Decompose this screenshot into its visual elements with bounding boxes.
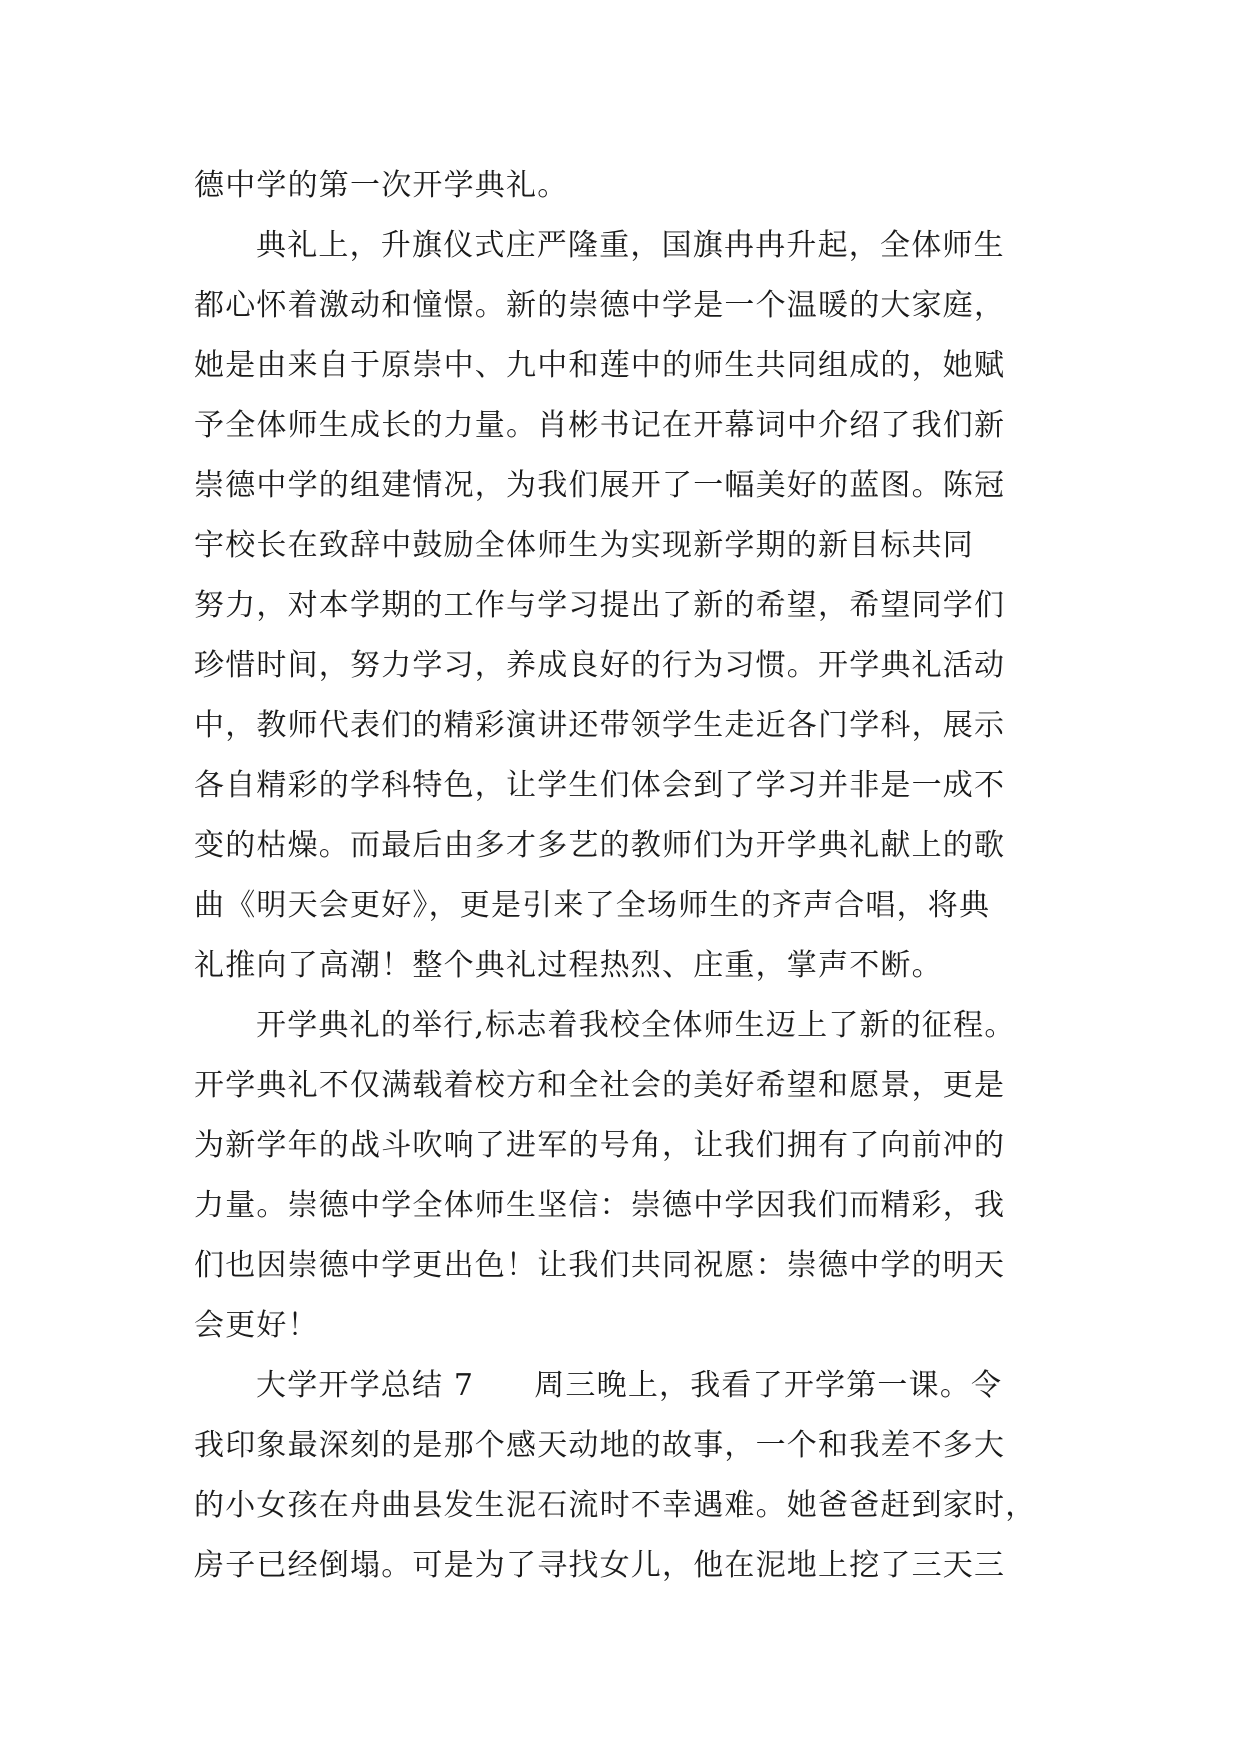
paragraph-first-line: 开学典礼的举行,标志着我校全体师生迈上了新的征程。 (256, 1008, 1016, 1043)
section-heading-line (194, 1356, 1054, 1416)
text-line: 德中学的第一次开学典礼。 (194, 168, 569, 203)
text-line: 曲《明天会更好》，更是引来了全场师生的齐声合唱，将典 (194, 888, 991, 923)
text-line: 房子已经倒塌。可是为了寻找女儿，他在泥地上挖了三天三 (194, 1548, 1006, 1583)
paragraph-first-line: 典礼上，升旗仪式庄严隆重，国旗冉冉升起，全体师生 (256, 228, 1005, 263)
text-line: 努力，对本学期的工作与学习提出了新的希望，希望同学们 (194, 588, 1006, 623)
text-line: 开学典礼不仅满载着校方和全社会的美好希望和愿景，更是 (194, 1068, 1006, 1103)
text-line: 变的枯燥。而最后由多才多艺的教师们为开学典礼献上的歌 (194, 828, 1006, 863)
text-line: 们也因崇德中学更出色！让我们共同祝愿：崇德中学的明天 (194, 1248, 1006, 1283)
text-line: 礼推向了高潮！整个典礼过程热烈、庄重，掌声不断。 (194, 948, 943, 983)
text-line: 她是由来自于原崇中、九中和莲中的师生共同组成的，她赋 (194, 348, 1006, 383)
text-line: 会更好！ (194, 1308, 319, 1343)
text-line: 力量。崇德中学全体师生坚信：崇德中学因我们而精彩，我 (194, 1188, 1006, 1223)
text-line: 各自精彩的学科特色，让学生们体会到了学习并非是一成不 (194, 768, 1006, 803)
text-line: 我印象最深刻的是那个感天动地的故事，一个和我差不多大 (194, 1428, 1006, 1463)
section-heading: 大学开学总结 7 (256, 1368, 475, 1403)
text-line: 的小女孩在舟曲县发生泥石流时不幸遇难。她爸爸赶到家时， (194, 1488, 1037, 1523)
text-line: 都心怀着激动和憧憬。新的崇德中学是一个温暖的大家庭， (194, 288, 1006, 323)
document-body (194, 156, 1054, 1596)
text-line: 珍惜时间，努力学习，养成良好的行为习惯。开学典礼活动 (194, 648, 1006, 683)
text-line: 中，教师代表们的精彩演讲还带领学生走近各门学科，展示 (194, 708, 1006, 743)
text-line: 予全体师生成长的力量。肖彬书记在开幕词中介绍了我们新 (194, 408, 1006, 443)
section-first-line: 周三晚上，我看了开学第一课。令 (534, 1368, 1003, 1403)
text-line: 崇德中学的组建情况，为我们展开了一幅美好的蓝图。陈冠 (194, 468, 1006, 503)
text-line: 为新学年的战斗吹响了进军的号角，让我们拥有了向前冲的 (194, 1128, 1006, 1163)
text-line: 宇校长在致辞中鼓励全体师生为实现新学期的新目标共同 (194, 528, 974, 563)
